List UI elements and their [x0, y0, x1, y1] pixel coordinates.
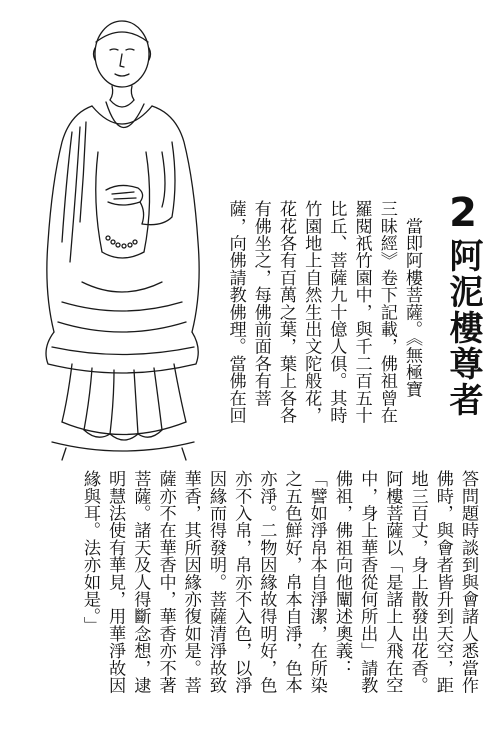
upper-text-block	[144, 200, 424, 450]
text-line: 佛時，與會者皆升到天空，距	[432, 470, 453, 694]
text-line: 華香，其所因緣亦復如是。菩	[180, 470, 201, 694]
text-line: 薩亦不在華香中，華香亦不著	[155, 470, 176, 694]
text-line: 「譬如淨帛本自淨潔，在所染	[306, 470, 327, 694]
title-name: 阿泥樓尊者	[443, 238, 483, 418]
section-title	[438, 190, 488, 418]
text-line: 花花各有百萬之葉，葉上各各	[275, 200, 296, 424]
text-line: 羅閱祇竹園中，與千二百五十	[351, 200, 372, 424]
text-line: 亦淨。二物因緣故得明好，色	[256, 470, 277, 694]
title-number: 2	[440, 190, 486, 238]
text-line: 薩，向佛請教佛理。當佛在回	[225, 200, 246, 424]
text-line: 有佛坐之，每佛前面各有菩	[250, 200, 271, 407]
text-line: 緣與耳。法亦如是。」	[79, 470, 100, 634]
text-line: 菩薩。諸天及人得斷念想，逮	[130, 470, 151, 694]
text-line: 阿樓菩薩以「是諸上人飛在空	[382, 470, 403, 694]
lower-text-block	[10, 470, 480, 732]
text-line: 佛祖，佛祖向他闡述奧義：	[331, 470, 352, 677]
text-line: 中，身上華香從何所出」請教	[357, 470, 378, 694]
text-line: 因緣而得發明。菩薩清淨故致	[205, 470, 226, 694]
text-line: 明慧法使有華見，用華淨故因	[105, 470, 126, 694]
text-line: 地三百丈，身上散發出花香。	[407, 470, 428, 694]
text-line: 竹園地上自然生出文陀般花，	[301, 200, 322, 424]
text-line: 三昧經》卷下記載，佛祖曾在	[376, 200, 397, 424]
text-line: 答問題時談到與會諸人悉當作	[458, 470, 478, 694]
text-line: 比丘、菩薩九十億人俱。其時	[326, 200, 347, 424]
text-line: 之五色鮮好，帛本自淨，色本	[281, 470, 302, 694]
text-line: 當即阿樓菩薩。《無極寶	[402, 200, 422, 398]
text-line: 亦不入帛，帛亦不入色，以淨	[231, 470, 252, 694]
